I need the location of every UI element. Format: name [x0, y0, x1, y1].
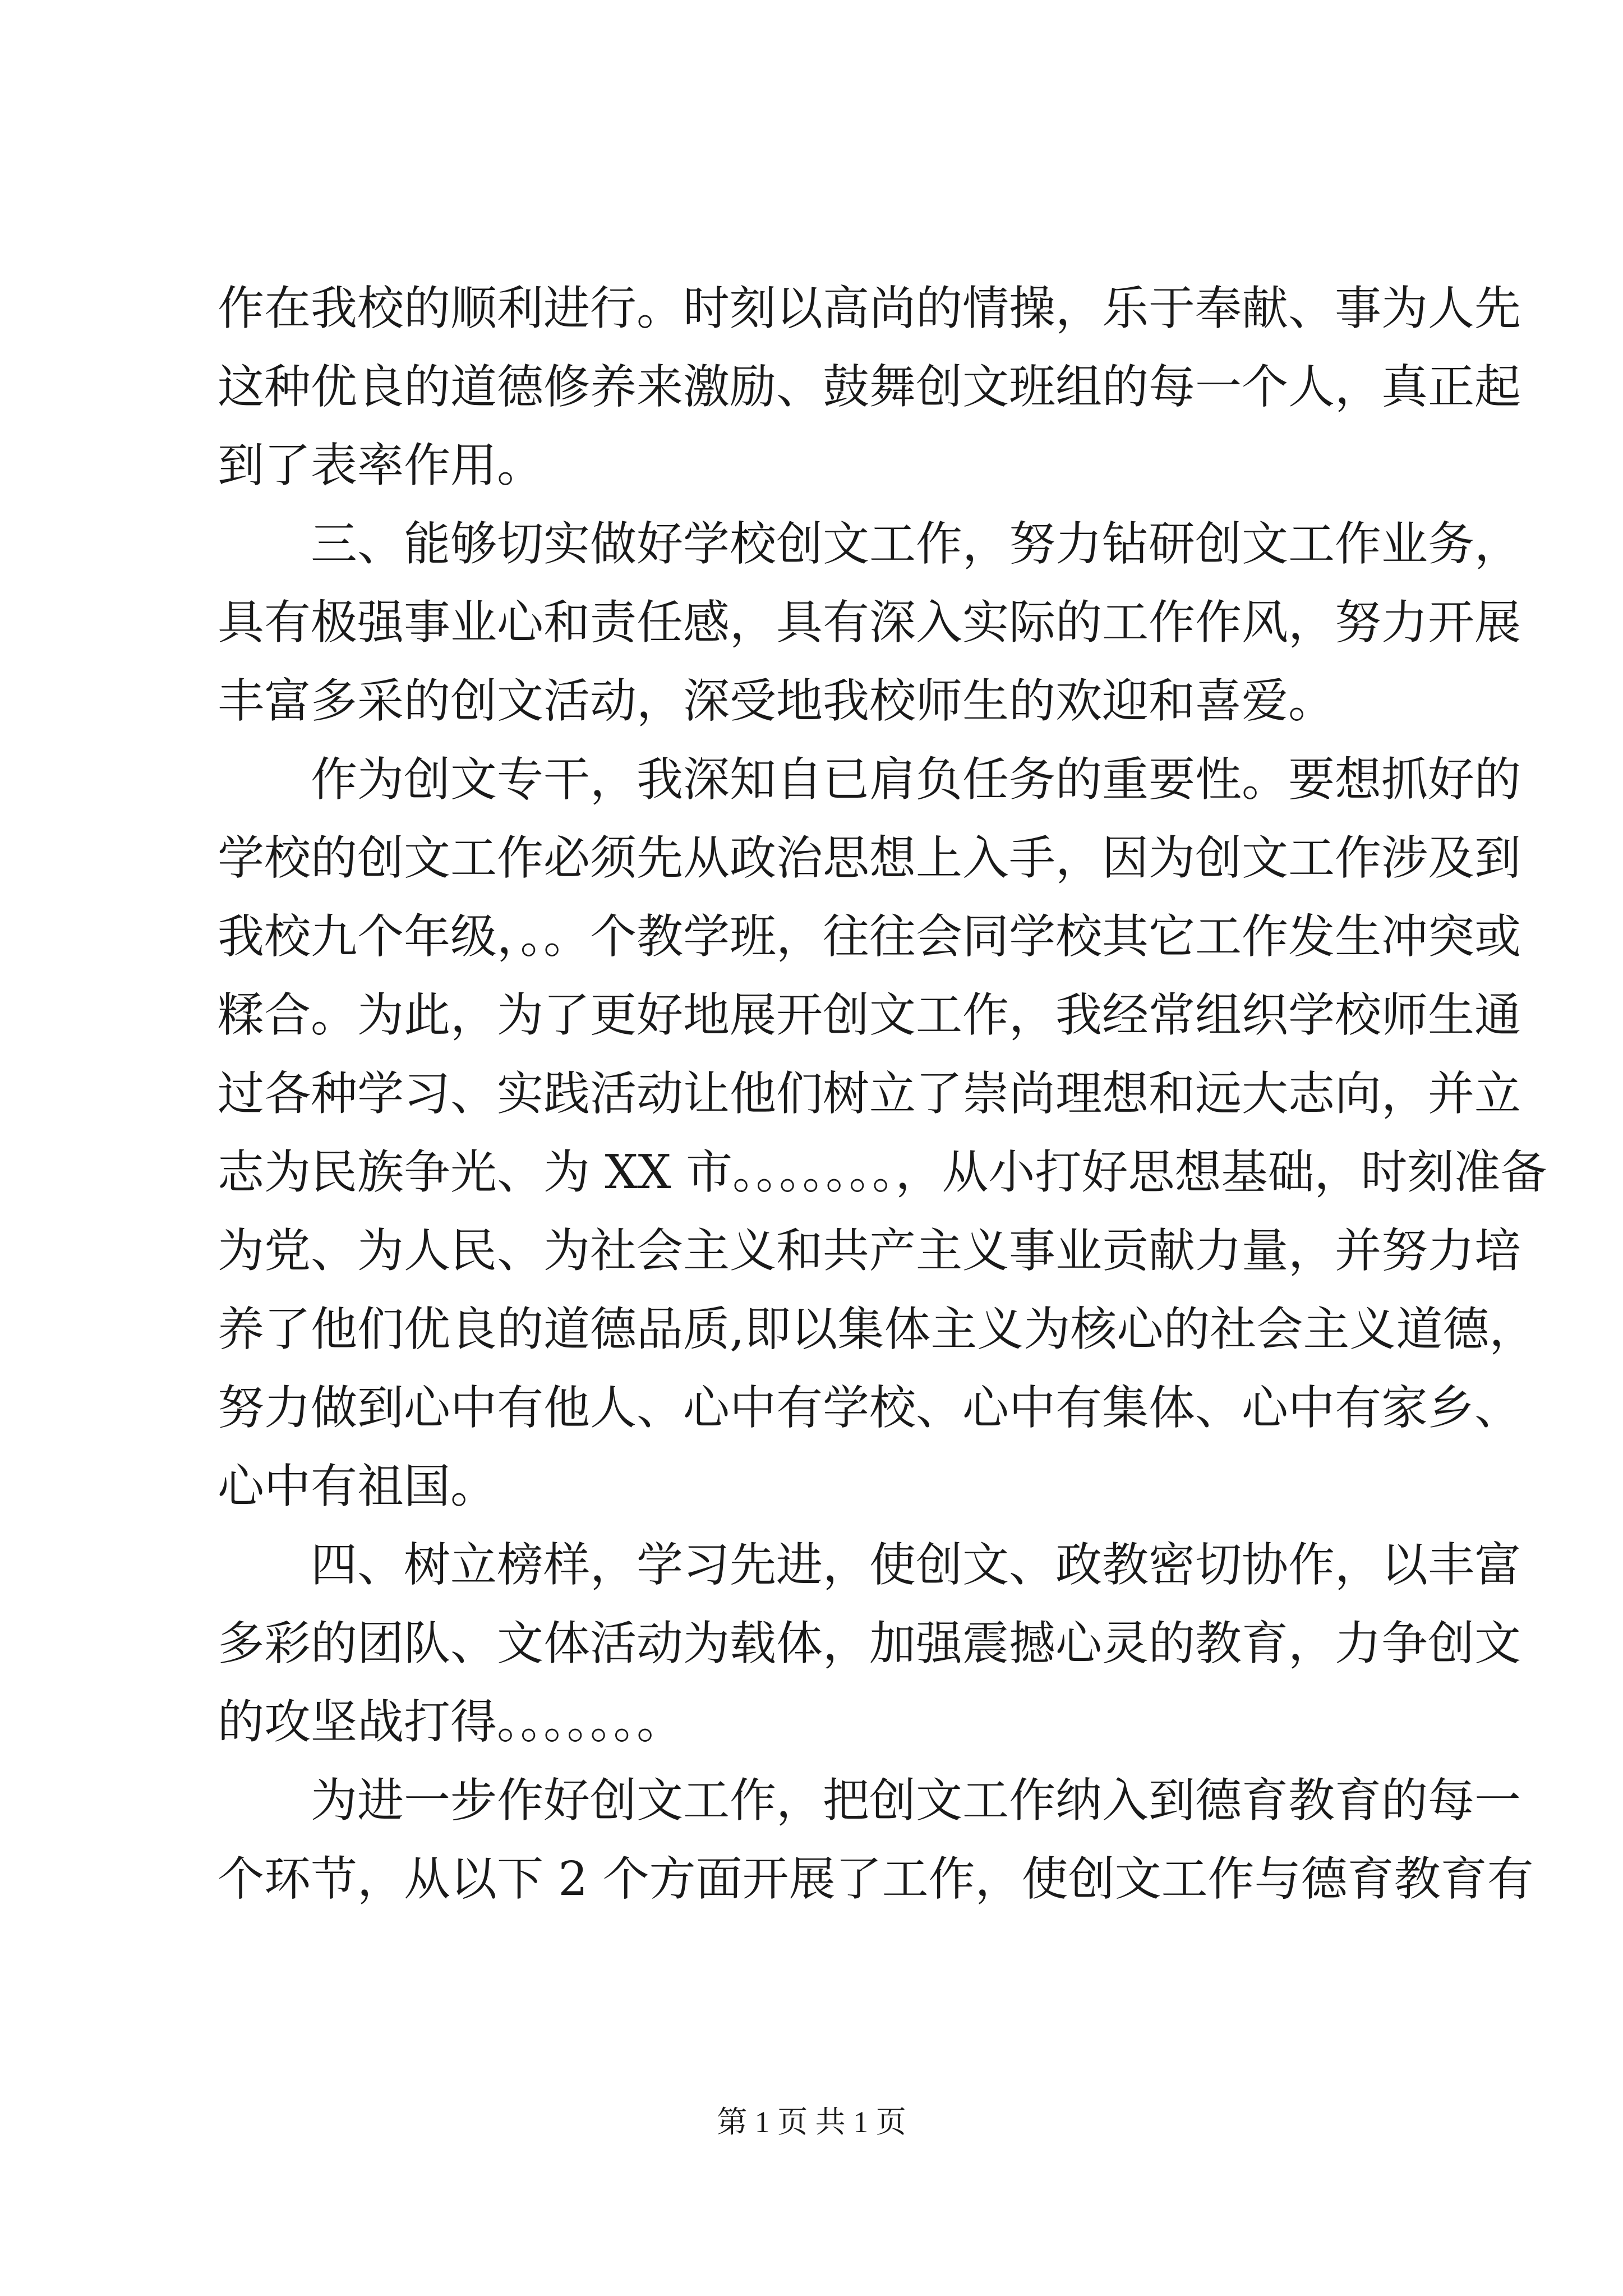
text-line: 作在我校的顺利进行。时刻以高尚的情操，乐于奉献、事为人先 — [218, 281, 1521, 335]
text-line: 糅合。为此，为了更好地展开创文工作，我经常组织学校师生通 — [218, 988, 1521, 1042]
page-number-footer: 第 1 页 共 1 页 — [717, 2105, 906, 2139]
text-line: 我校九个年级，。。个教学班，往往会同学校其它工作发生冲突或 — [218, 909, 1521, 964]
text-line: 过各种学习、实践活动让他们树立了崇尚理想和远大志向，并立 — [218, 1066, 1521, 1121]
text-line: 心中有祖国。 — [218, 1459, 497, 1513]
text-line: 学校的创文工作必须先从政治思想上入手，因为创文工作涉及到 — [218, 831, 1521, 885]
text-line: 努力做到心中有他人、心中有学校、心中有集体、心中有家乡、 — [218, 1381, 1521, 1435]
text-line: 作为创文专干，我深知自已肩负任务的重要性。要想抓好的 — [218, 752, 1521, 807]
text-line: 四、树立榜样，学习先进，使创文、政教密切协作，以丰富 — [218, 1538, 1521, 1592]
text-line: 为进一步作好创文工作，把创文工作纳入到德育教育的每一 — [218, 1773, 1521, 1828]
text-line: 丰富多采的创文活动，深受地我校师生的欢迎和喜爱。 — [218, 674, 1335, 728]
text-line: 到了表率作用。 — [218, 438, 543, 493]
text-line: 的攻坚战打得。。。。。。。 — [218, 1695, 683, 1749]
text-line: 志为民族争光、为 XX 市。。。。。。。，从小打好思想基础，时刻准备 — [218, 1145, 1547, 1199]
text-line: 养了他们优良的道德品质,即以集体主义为核心的社会主义道德， — [218, 1302, 1536, 1356]
text-line: 三、能够切实做好学校创文工作，努力钻研创文工作业务， — [218, 517, 1521, 571]
text-line: 为党、为人民、为社会主义和共产主义事业贡献力量，并努力培 — [218, 1223, 1521, 1278]
text-line: 具有极强事业心和责任感，具有深入实际的工作作风，努力开展 — [218, 595, 1521, 650]
text-line: 这种优良的道德修养来激励、鼓舞创文班组的每一个人，真正起 — [218, 360, 1521, 414]
text-line: 多彩的团队、文体活动为载体，加强震撼心灵的教育，力争创文 — [218, 1616, 1521, 1671]
text-line: 个环节，从以下 2 个方面开展了工作，使创文工作与德育教育有 — [218, 1852, 1534, 1906]
